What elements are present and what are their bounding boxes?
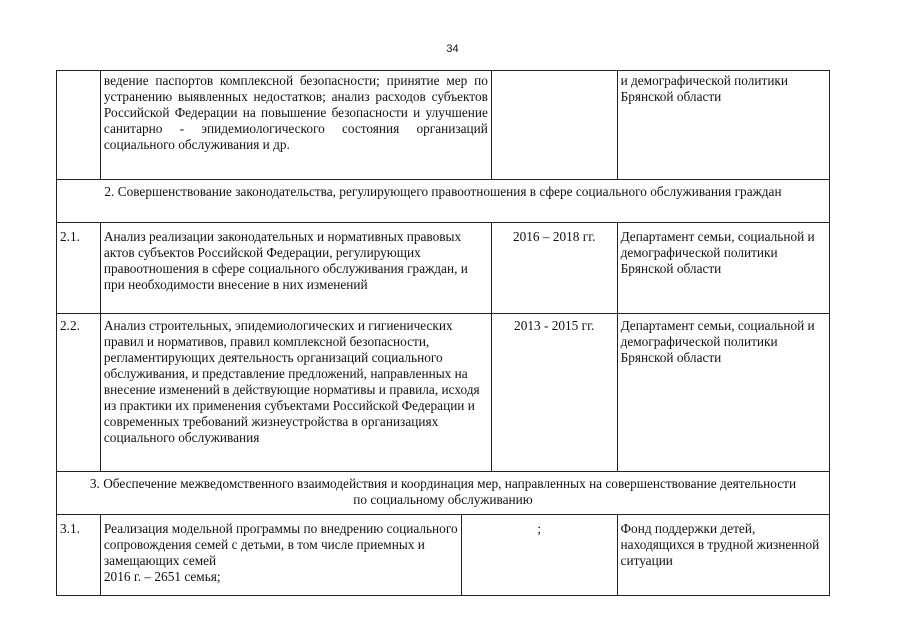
measure-description-extra: 2016 г. – 2651 семья;	[103, 569, 221, 584]
measure-description	[101, 515, 462, 595]
measures-table	[56, 70, 830, 596]
section-row	[56, 472, 830, 515]
section-row	[56, 180, 830, 223]
deadline: 2016 – 2018 гг.	[492, 223, 618, 313]
measure-description: Анализ реализации законодательных и нормативных правовых актов субъектов Российской Федерации, регулирующих правоотношения в сфере социального обслуживания граждан, и при необходимости внесение в них изменений	[101, 223, 492, 313]
section-heading: 2. Совершенствование законодательства, регулирующего правоотношения в сфере социального обслуживания граждан	[104, 184, 782, 199]
table-row	[56, 223, 830, 314]
section-heading: 3. Обеспечение межведомственного взаимодействия и координация мер, направленных на совершенствование деятельности по социальному обслуживанию	[89, 476, 797, 507]
table-row	[56, 314, 830, 472]
row-number: 3.1.	[57, 515, 101, 595]
measure-description: ведение паспортов комплексной безопасности; принятие мер по устранению выявленных недостатков; анализ расходов субъектов Российской Федерации на повышение безопасности и улучшение санитарно - эпидемиологического состояния организаций социального обслуживания и др.	[101, 71, 492, 179]
deadline: 2013 - 2015 гг.	[492, 314, 618, 471]
measure-description: Анализ строительных, эпидемиологических и гигиенических правил и нормативов, правил комплексной безопасности, регламентирующих деятельность организаций социального обслуживания, и представление предложений, направленных на внесение изменений в действующие нормативы и правила, исходя из практики их применения субъектами Российской Федерации и современных требований жизнеустройства в организациях социального обслуживания	[101, 314, 492, 471]
deadline	[492, 71, 618, 179]
deadline: ;	[462, 515, 618, 595]
responsible-party: Департамент семьи, социальной и демографической политики Брянской области	[620, 318, 815, 365]
row-number	[57, 71, 101, 179]
table-row	[56, 70, 830, 180]
row-number: 2.1.	[57, 223, 101, 313]
responsible-party: и демографической политики Брянской области	[620, 73, 789, 104]
responsible-party: Фонд поддержки детей, находящихся в трудной жизненной ситуации	[620, 521, 820, 568]
row-number: 2.2.	[57, 314, 101, 471]
measure-description-text: Реализация модельной программы по внедрению социального сопровождения семей с детьми, в том числе приемных и замещающих семей	[103, 521, 458, 568]
responsible-party: Департамент семьи, социальной и демографической политики Брянской области	[620, 229, 815, 276]
table-row	[56, 515, 830, 596]
page-number: 34	[446, 43, 459, 55]
